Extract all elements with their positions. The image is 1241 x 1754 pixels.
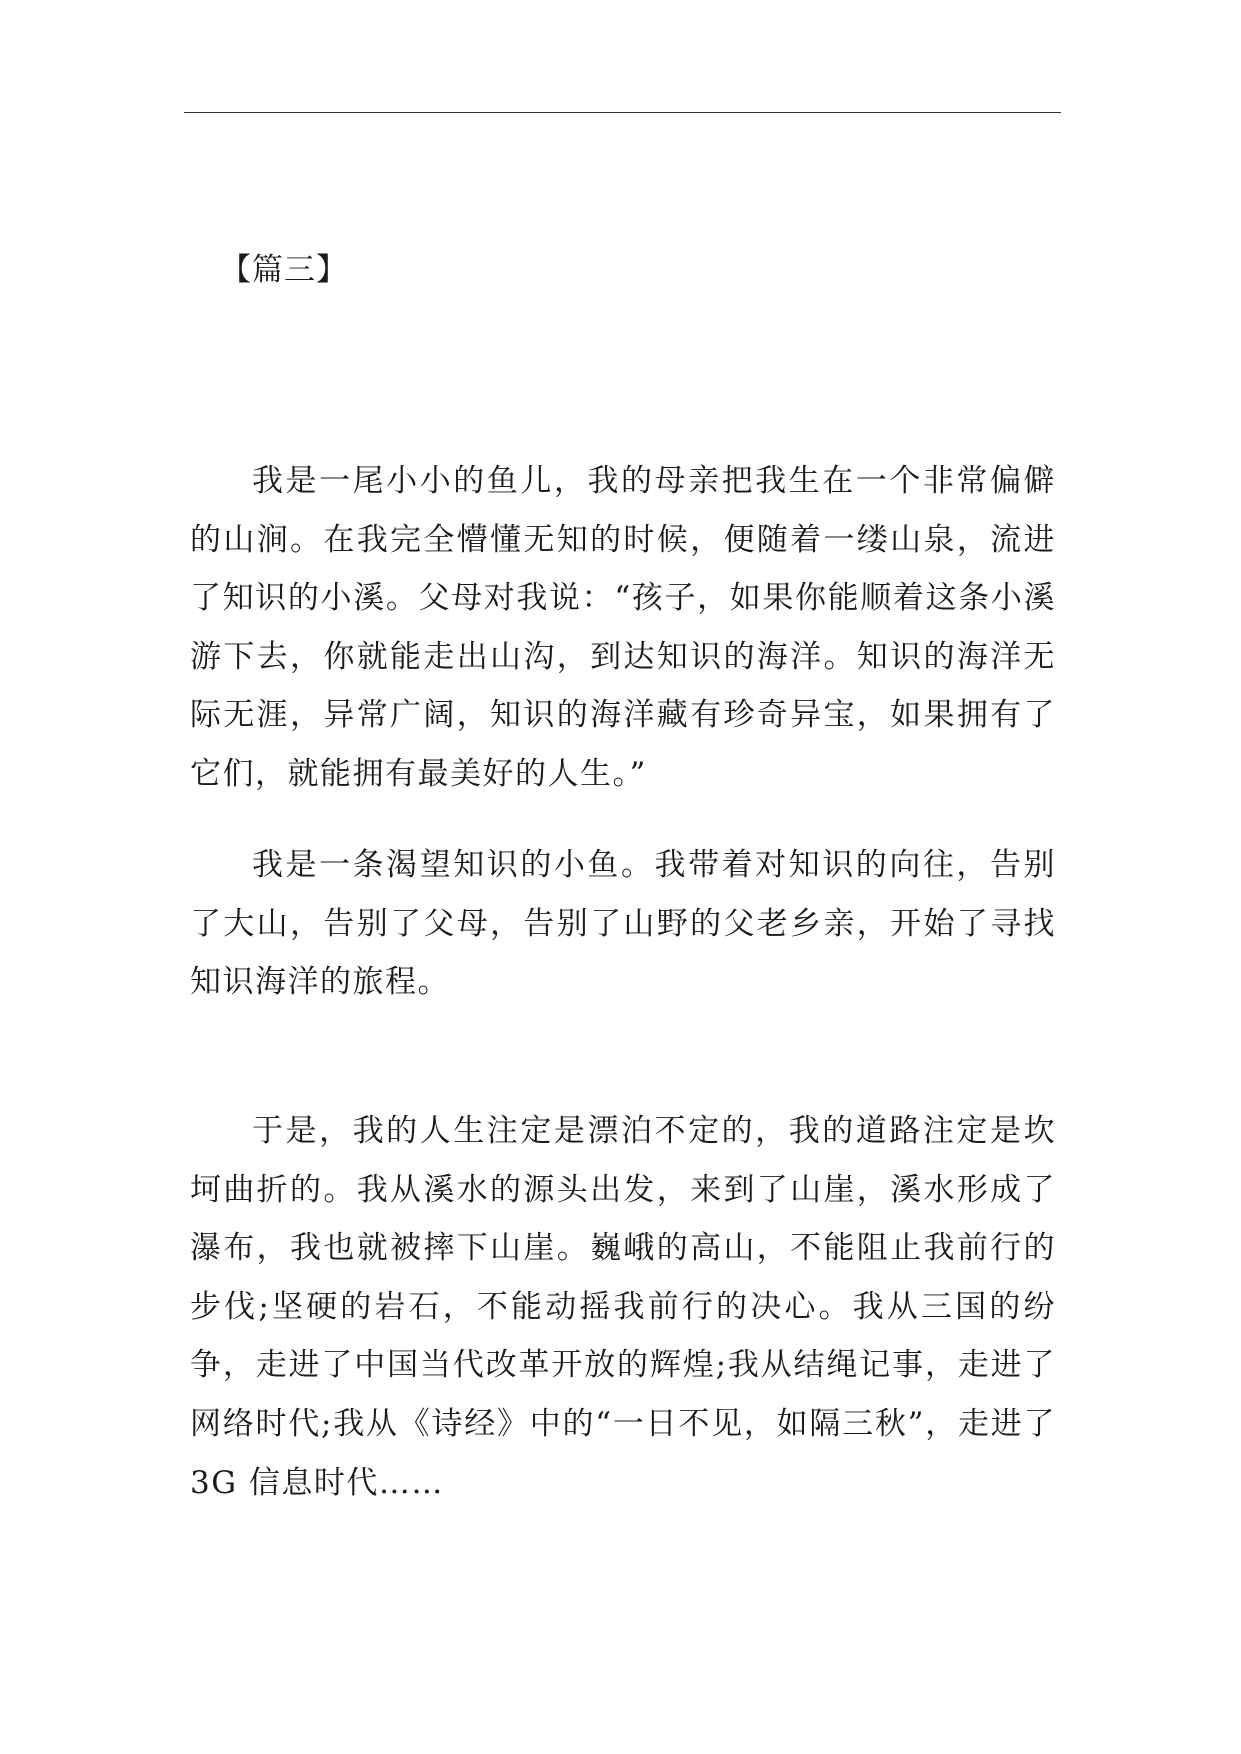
paragraph-3: 于是，我的人生注定是漂泊不定的，我的道路注定是坎坷曲折的。我从溪水的源头出发，来到了山崖，溪水形成了瀑布，我也就被摔下山崖。巍峨的高山，不能阻止我前行的步伐;坚硬的岩石，不能动摇我前行的决心。我从三国的纷争，走进了中国当代改革开放的辉煌;我从结绳记事，走进了网络时代;我从《诗经》中的“一日不见，如隔三秋”，走进了 3G 信息时代…… — [190, 1113, 1056, 1501]
section-heading: 【篇三】 — [220, 252, 348, 288]
header-rule — [184, 112, 1061, 113]
paragraph-2: 我是一条渴望知识的小鱼。我带着对知识的向往，告别了大山，告别了父母，告别了山野的父老乡亲，开始了寻找知识海洋的旅程。 — [190, 847, 1056, 1001]
paragraph-1: 我是一尾小小的鱼儿，我的母亲把我生在一个非常偏僻的山涧。在我完全懵懂无知的时候，便随着一缕山泉，流进了知识的小溪。父母对我说：“孩子，如果你能顺着这条小溪游下去，你就能走出山沟，到达知识的海洋。知识的海洋无际无涯，异常广阔，知识的海洋藏有珍奇异宝，如果拥有了它们，就能拥有最美好的人生。” — [190, 463, 1056, 792]
